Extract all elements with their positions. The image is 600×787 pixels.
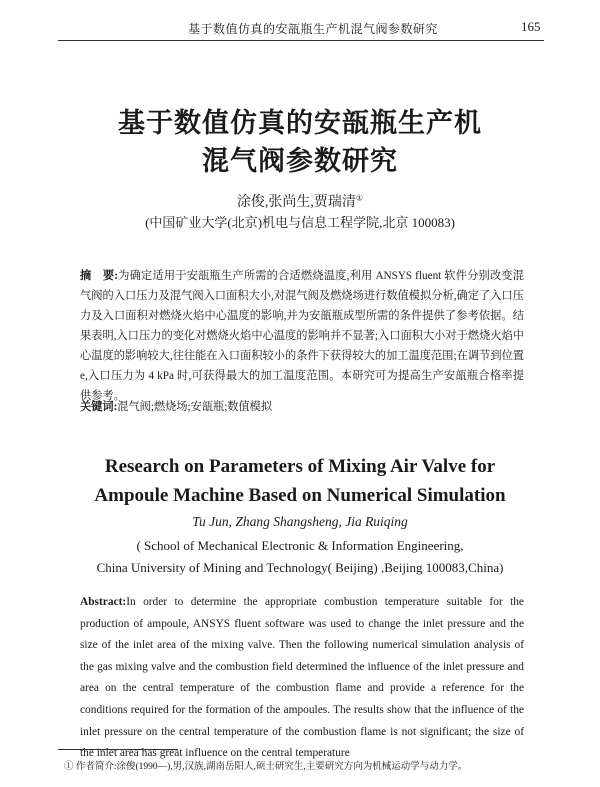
author-footnote: ① 作者简介:涂俊(1990—),男,汉族,湖南岳阳人,硕士研究生,主要研究方向为机械运动学与动力学。 [64,762,468,772]
english-title [0,452,600,510]
english-affiliation-line-1: ( School of Mechanical Electronic & Information Engineering, [136,538,464,553]
footnote-rule [58,749,178,750]
chinese-abstract [80,266,524,406]
chinese-abstract-text: 为确定适用于安瓿瓶生产所需的合适燃烧温度,利用 ANSYS fluent 软件分别改变混气阀的入口压力及混气阀入口面积大小,对混气阀及燃烧场进行数值模拟分析,确定了入口压力及入口面积对燃烧火焰中心温度的影响,并为安瓿瓶成型所需的条件提供了参考依据。结果表明,入口压力的变化对燃烧火焰中心温度的影响并不显著;入口面积大小对于燃烧火焰中心温度的影响较大,往往能在入口面积较小的条件下获得较大的加工温度范围;在调节到位置 e,入口压力为 4 kPa 时,可获得最大的加工温度范围。本研究可为提高生产安瓿瓶合格率提供参考。 [80,270,524,402]
english-title-line-1: Research on Parameters of Mixing Air Valve for [104,456,496,477]
english-abstract-text: In order to determine the appropriate combustion temperature suitable for the production of ampoule, ANSYS fluent software was used to change the inlet pressure and the size of the inlet area of the mixing valve. Then the following numerical simulation analysis of the gas mixing valve and the combustion field determined the influence of the inlet pressure and area on the central temperature of the combustion flame and provide a reference for the conditions required for the formation of the ampoules. The results show that the influence of the inlet pressure on the central temperature of the combustion flame is not significant; the size of the inlet area has great influence on the central temperature [80,596,524,760]
author-footnote-mark: ① [355,193,364,203]
english-abstract [80,592,524,765]
chinese-abstract-label: 摘 要: [80,270,118,282]
english-authors: Tu Jun, Zhang Shangsheng, Jia Ruiqing [192,514,408,529]
english-affiliation [0,535,600,579]
english-abstract-label: Abstract: [80,596,127,608]
english-title-line-2: Ampoule Machine Based on Numerical Simulation [94,485,506,506]
chinese-keywords-text: 混气阀;燃烧场;安瓿瓶;数值模拟 [117,401,273,413]
running-title: 基于数值仿真的安瓿瓶生产机混气阀参数研究 [188,22,439,36]
chinese-title-line-2: 混气阀参数研究 [202,146,398,176]
chinese-author-names: 涂俊,张尚生,贾瑞清 [236,195,356,210]
running-header [0,18,600,40]
header-rule [58,40,544,41]
chinese-keywords [80,398,524,414]
chinese-keywords-label: 关键词: [80,401,118,413]
page-number: 165 [521,19,541,34]
chinese-authors [0,191,600,211]
chinese-affiliation: (中国矿业大学(北京)机电与信息工程学院,北京 100083) [145,215,455,230]
chinese-title [0,104,600,180]
english-affiliation-line-2: China University of Mining and Technology( Beijing) ,Beijing 100083,China) [96,560,504,575]
chinese-title-line-1: 基于数值仿真的安瓿瓶生产机 [118,108,482,138]
